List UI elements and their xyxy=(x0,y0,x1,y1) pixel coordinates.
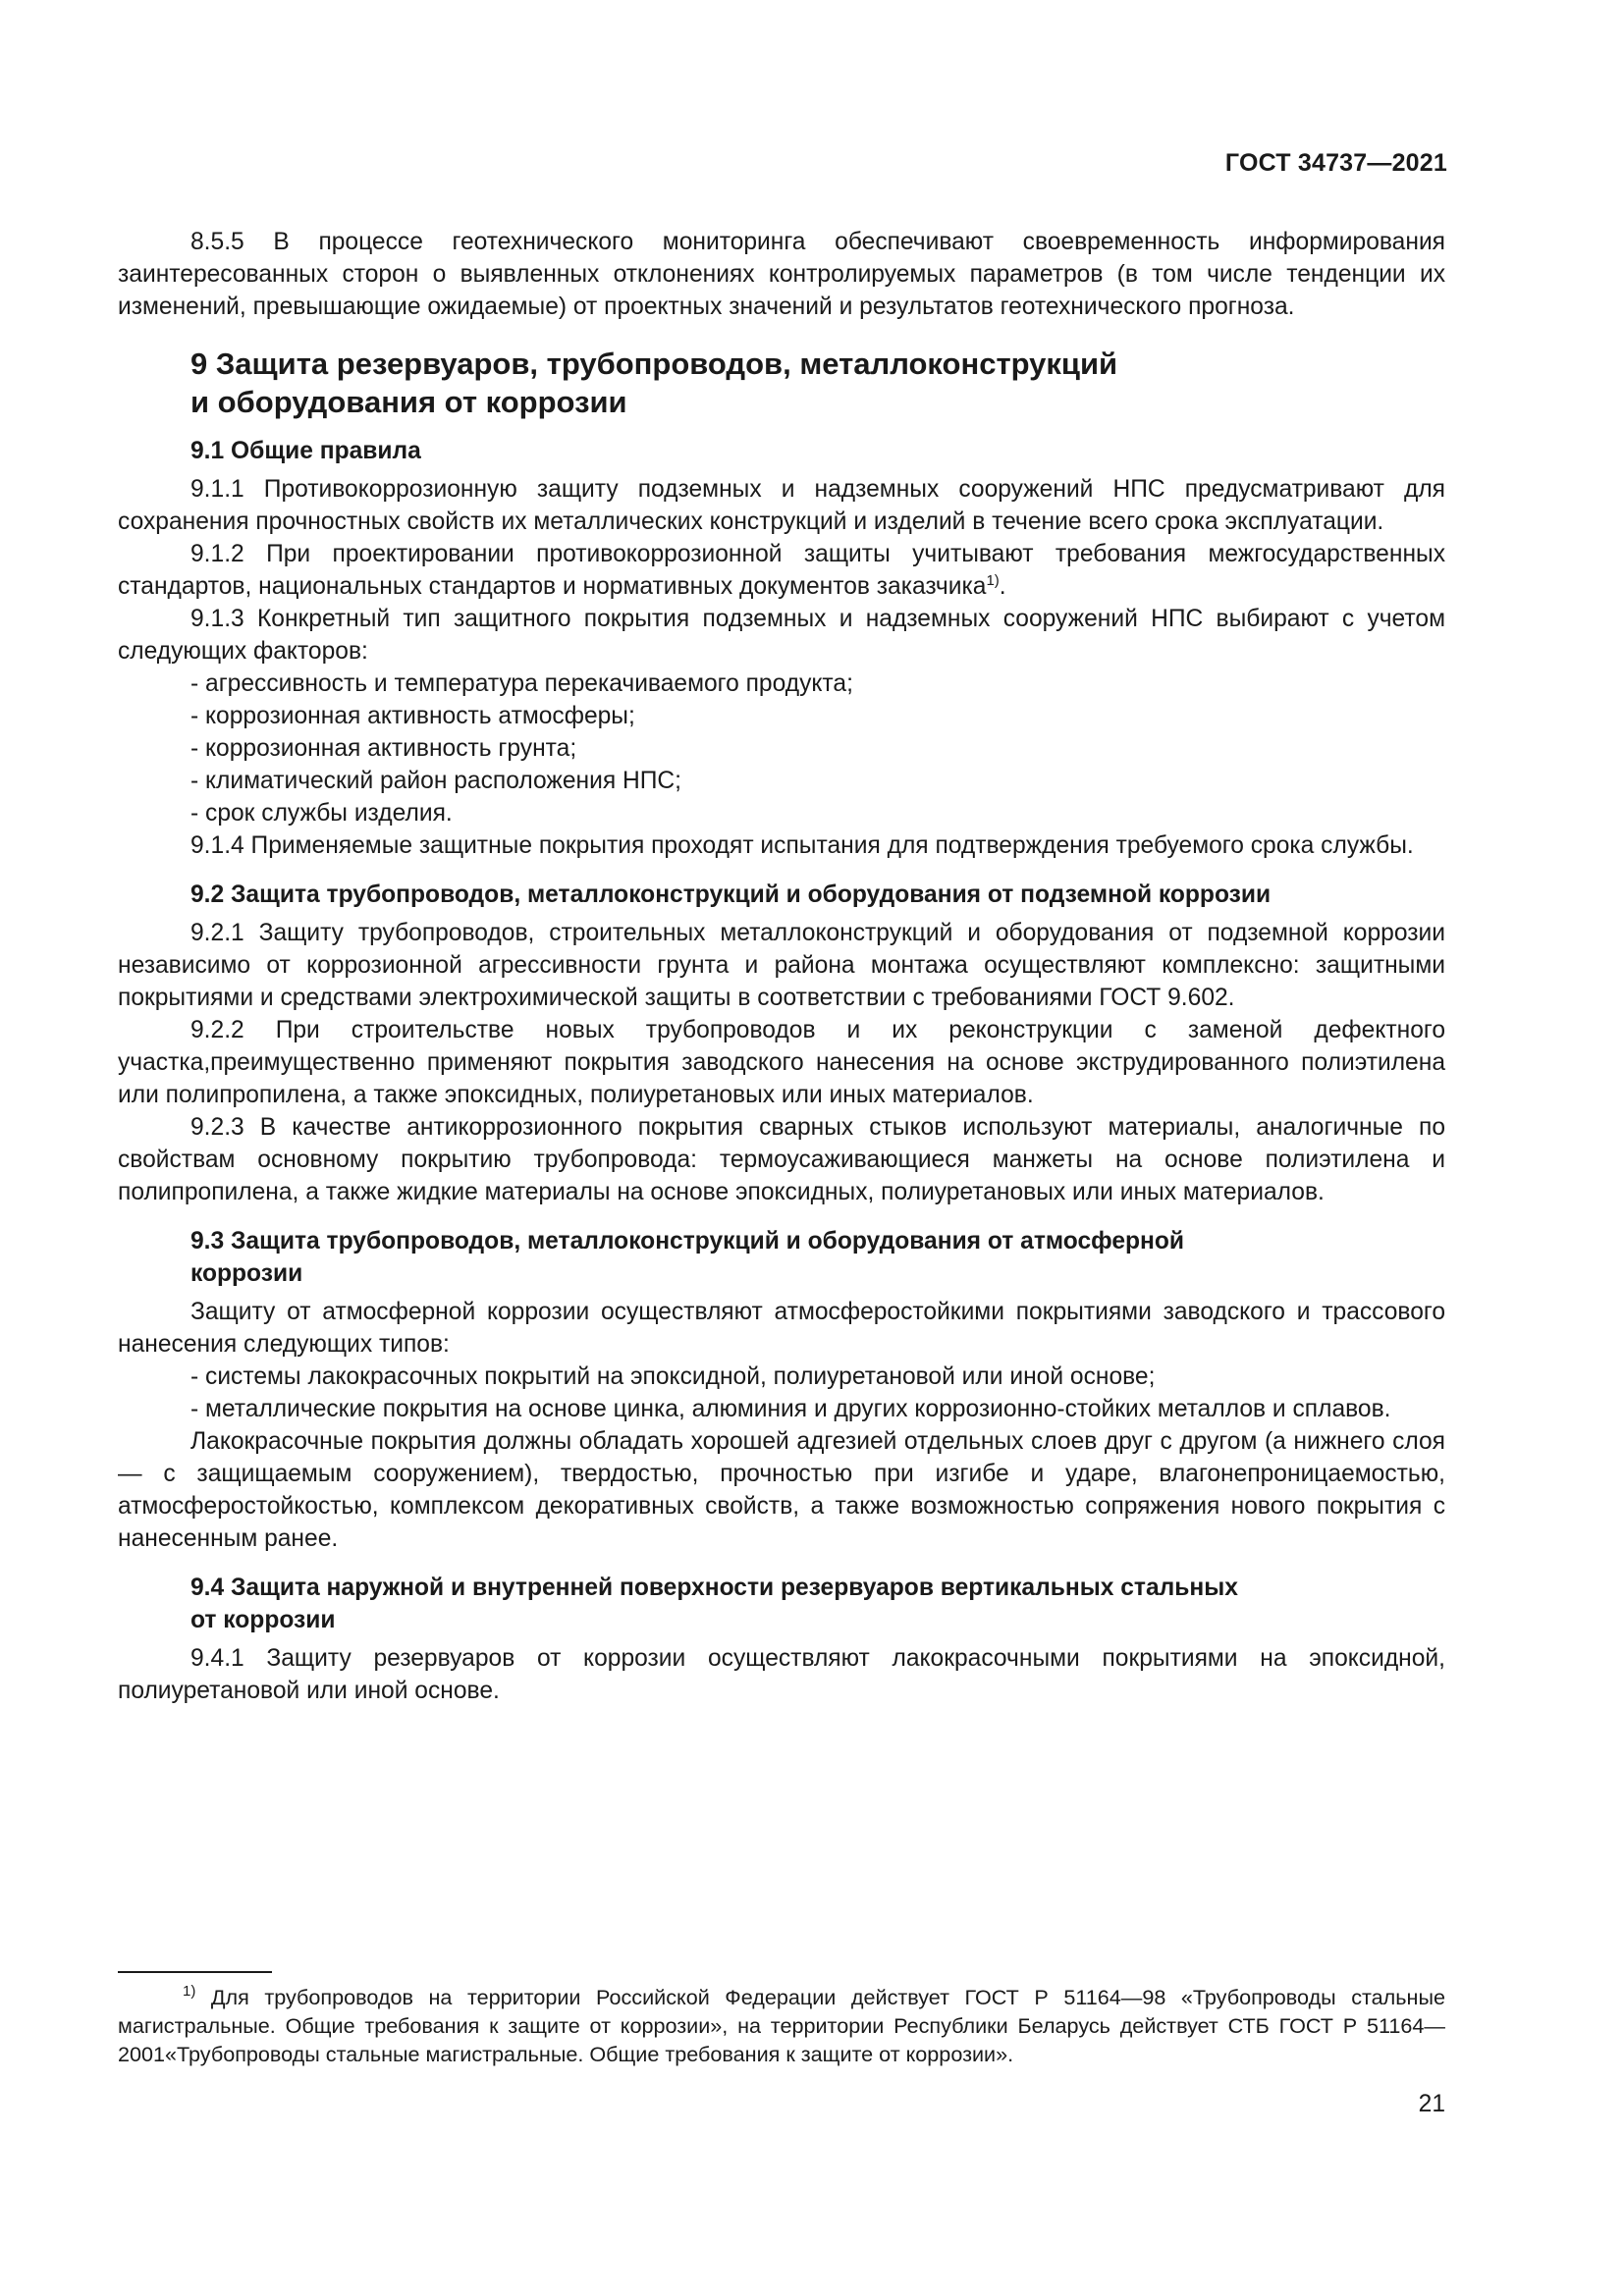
paragraph-8-5-5: 8.5.5 В процессе геотехнического мониторинга обеспечивают своевременность информирования заинтересованных сторон о выявленных отклонениях контролируемых параметров (в том числе тенденции их изменений, превышающие ожидаемые) от проектных значений и результатов геотехнического прогноза. xyxy=(118,229,1445,320)
list-item: - металлические покрытия на основе цинка, алюминия и других коррозионно-стойких металлов и сплавов. xyxy=(190,1396,1391,1422)
paragraph-9-1-1: 9.1.1 Противокоррозионную защиту подземных и надземных сооружений НПС предусматривают для сохранения прочностных свойств их металлических конструкций и изделий в течение всего срока эксплуатации. xyxy=(118,476,1445,535)
paragraph-9-1-2 xyxy=(118,538,1445,603)
subsection-9-1-heading: 9.1 Общие правила xyxy=(190,438,421,464)
list-item: - срок службы изделия. xyxy=(190,800,453,827)
paragraph-9-3-intro: Защиту от атмосферной коррозии осуществляют атмосферостойкими покрытиями заводского и трассового нанесения следующих типов: xyxy=(118,1299,1445,1358)
section-9-heading-line2: и оборудования от коррозии xyxy=(190,385,627,419)
list-item: - климатический район расположения НПС; xyxy=(190,768,682,794)
paragraph-9-4-1: 9.4.1 Защиту резервуаров от коррозии осуществляют лакокрасочными покрытиями на эпоксидной, полиуретановой или иной основе. xyxy=(118,1645,1445,1704)
subsection-9-4-heading-line1: 9.4 Защита наружной и внутренней поверхности резервуаров вертикальных стальных xyxy=(190,1575,1238,1601)
paragraph-9-1-4: 9.1.4 Применяемые защитные покрытия проходят испытания для подтверждения требуемого срока службы. xyxy=(190,832,1414,859)
page-body xyxy=(118,226,1445,1707)
page-number: 21 xyxy=(1418,2091,1445,2117)
subsection-9-4-heading xyxy=(190,1572,1445,1636)
footnote-text: Для трубопроводов на территории Российской Федерации действует ГОСТ Р 51164—98 «Трубопроводы стальные магистральные. Общие требования к защите от коррозии», на территории Республики Беларусь действует СТБ ГОСТ Р 51164—2001«Трубопроводы стальные магистральные. Общие требования к защите от коррозии». xyxy=(118,1985,1445,2066)
subsection-9-3-heading-line2: коррозии xyxy=(190,1260,303,1287)
paragraph-9-1-3: 9.1.3 Конкретный тип защитного покрытия подземных и надземных сооружений НПС выбирают с учетом следующих факторов: xyxy=(118,606,1445,665)
standard-designation: ГОСТ 34737—2021 xyxy=(1224,149,1447,177)
paragraph-9-2-3: 9.2.3 В качестве антикоррозионного покрытия сварных стыков используют материалы, аналогичные по свойствам основному покрытию трубопровода: термоусаживающиеся манжеты на основе полиэтилена и полипропилена, а также жидкие материалы на основе эпоксидных, полиуретановых или иных материалов. xyxy=(118,1114,1445,1205)
subsection-9-2-heading: 9.2 Защита трубопроводов, металлоконструкций и оборудования от подземной коррозии xyxy=(190,881,1272,908)
subsection-9-3-heading-line1: 9.3 Защита трубопроводов, металлоконструкций и оборудования от атмосферной xyxy=(190,1228,1185,1255)
footnote-ref: 1) xyxy=(986,572,1000,589)
subsection-9-4-heading-line2: от коррозии xyxy=(190,1607,336,1633)
footnote-mark: 1) xyxy=(183,1983,196,2000)
paragraph-9-1-2-end: . xyxy=(999,573,1006,600)
footnote xyxy=(118,1983,1445,2068)
footnote-separator xyxy=(118,1971,272,1973)
list-item: - коррозионная активность грунта; xyxy=(190,735,577,762)
list-item: - системы лакокрасочных покрытий на эпоксидной, полиуретановой или иной основе; xyxy=(190,1363,1156,1390)
list-item: - агрессивность и температура перекачиваемого продукта; xyxy=(190,670,853,697)
paragraph-9-3-coatings: Лакокрасочные покрытия должны обладать хорошей адгезией отдельных слоев друг с другом (а нижнего слоя — с защищаемым сооружением), твердостью, прочностью при изгибе и ударе, влагонепроницаемостью, атмосферостойкостью, комплексом декоративных свойств, а также возможностью сопряжения нового покрытия с нанесенным ранее. xyxy=(118,1428,1445,1552)
list-item: - коррозионная активность атмосферы; xyxy=(190,703,635,729)
paragraph-9-2-1: 9.2.1 Защиту трубопроводов, строительных металлоконструкций и оборудования от подземной коррозии независимо от коррозионной агрессивности грунта и района монтажа осуществляют комплексно: защитными покрытиями и средствами электрохимической защиты в соответствии с требованиями ГОСТ 9.602. xyxy=(118,920,1445,1011)
section-9-heading xyxy=(190,345,1445,421)
subsection-9-3-heading xyxy=(190,1225,1445,1290)
section-9-heading-line1: 9 Защита резервуаров, трубопроводов, металлоконструкций xyxy=(190,347,1118,381)
paragraph-9-1-2-text: 9.1.2 При проектировании противокоррозионной защиты учитывают требования межгосударственных стандартов, национальных стандартов и нормативных документов заказчика xyxy=(118,541,1445,600)
paragraph-9-2-2: 9.2.2 При строительстве новых трубопроводов и их реконструкции с заменой дефектного участка,преимущественно применяют покрытия заводского нанесения на основе экструдированного полиэтилена или полипропилена, а также эпоксидных, полиуретановых или иных материалов. xyxy=(118,1017,1445,1108)
